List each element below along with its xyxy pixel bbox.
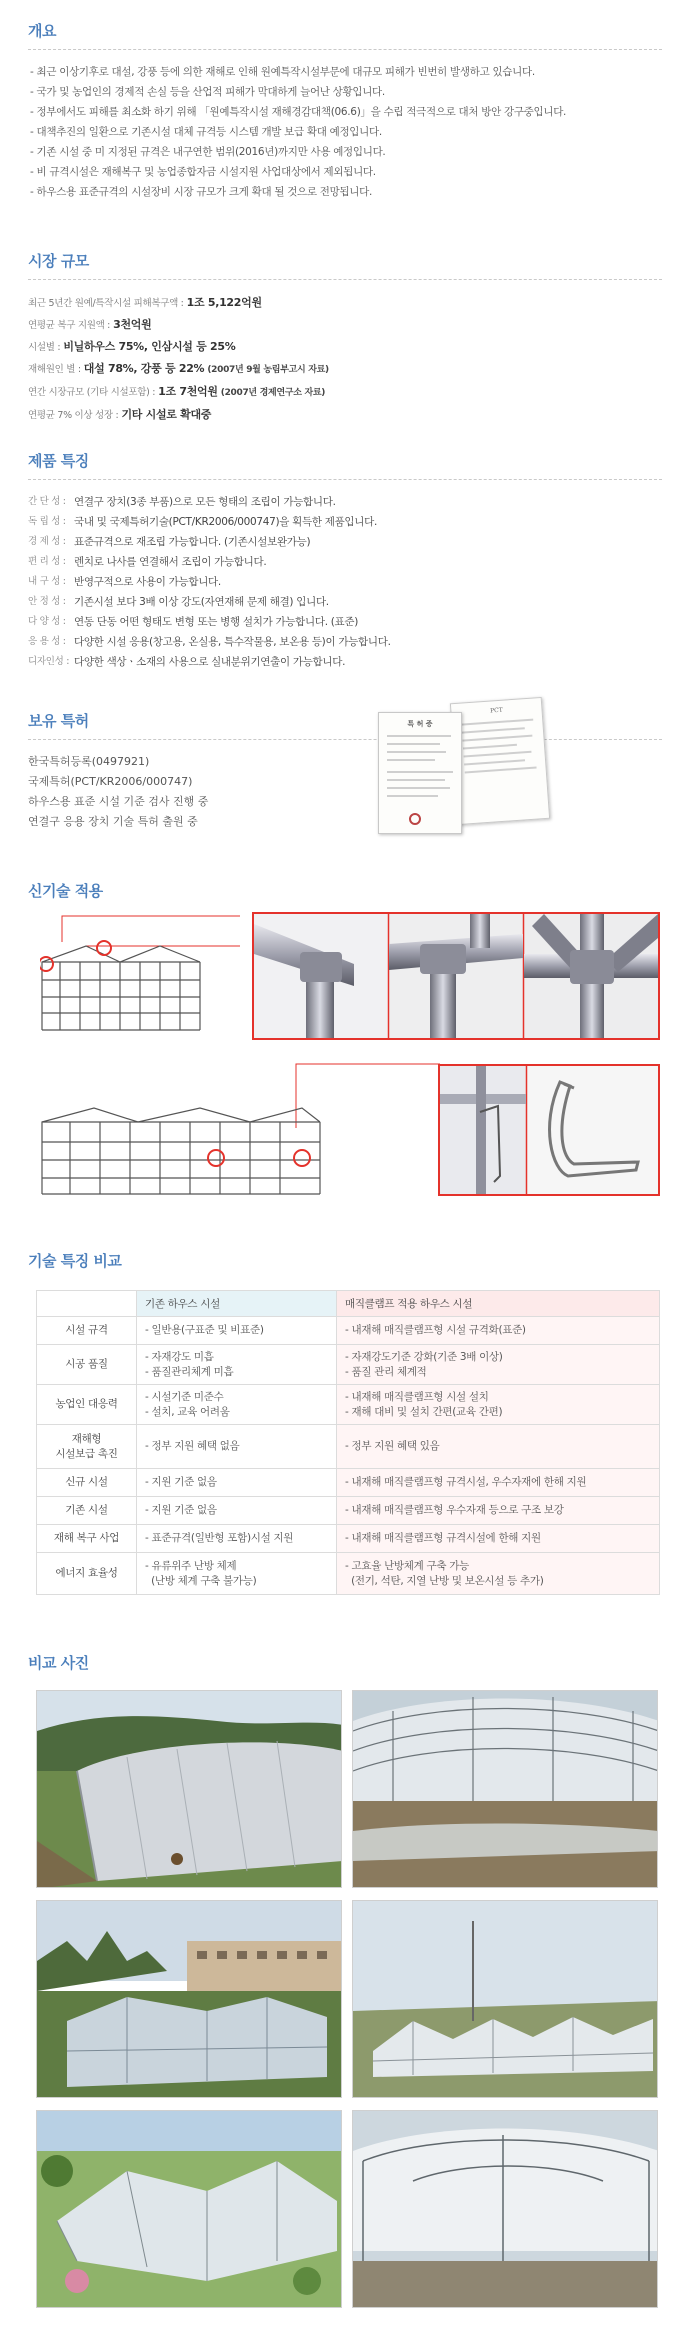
market-row: 연평균 복구 지원액 : 3천억원 <box>28 318 152 331</box>
list-item: - 국가 및 농업인의 경제적 손실 등을 산업적 피해가 막대하게 늘어난 상황입니다. <box>30 86 385 98</box>
list-item: - 하우스용 표준규격의 시설장비 시장 규모가 크게 확대 될 것으로 전망됩니다. <box>30 186 373 198</box>
overview-title: 개요 <box>28 20 662 50</box>
joint-photo-strip <box>252 912 660 1040</box>
table-header-row <box>37 1291 660 1317</box>
market-row: 연간 시장규모 (기타 시설포함) : 1조 7천억원 (2007년 경제연구소 자료) <box>28 385 326 398</box>
feature-row: 디자인성 : 다양한 색상ㆍ소재의 사용으로 실내분위기연출이 가능합니다. <box>28 656 346 668</box>
table-row: 농업인 대응력 - 시설기준 미준수 - 설치, 교육 어려움 - 내재해 매직클램프형 시설 설치 - 재해 대비 및 설치 간편(교육 간편) <box>37 1385 660 1425</box>
patent-certificate-image: 특 허 증 <box>378 712 462 834</box>
feature-row: 독 립 성 : 국내 및 국제특허기술(PCT/KR2006/000747)을 획득한 제품입니다. <box>28 516 377 528</box>
list-item: - 대책추진의 일환으로 기존시설 대체 규격등 시스템 개발 보급 확대 예정입니다. <box>30 126 382 138</box>
new-tech-title: 신기술 적용 <box>28 882 103 900</box>
table-header-old: 기존 하우스 시설 <box>137 1291 337 1317</box>
patent-item: 한국특허등록(0497921) <box>28 755 150 768</box>
feature-row: 안 정 성 : 기존시설 보다 3배 이상 강도(자연재해 문제 해결) 입니다. <box>28 596 329 608</box>
table-row: 시설 규격 - 일반용(구표준 및 비표준) - 내재해 매직클램프형 시설 규격화(표준) <box>37 1317 660 1345</box>
comparison-table-wrap <box>36 1290 660 1595</box>
market-row: 시설별 : 비닐하우스 75%, 인삼시설 등 25% <box>28 340 236 353</box>
market-row: 최근 5년간 원예/특작시설 피해복구액 : 1조 5,122억원 <box>28 296 262 309</box>
patents-section <box>28 710 662 832</box>
connector-line <box>62 916 240 942</box>
features-title: 제품 특징 <box>28 450 662 480</box>
comparison-title: 기술 특징 비교 <box>28 1252 122 1270</box>
market-title: 시장 규모 <box>28 250 662 280</box>
patents-title: 보유 특허 <box>28 710 662 740</box>
feature-row: 간 단 성 : 연결구 장치(3종 부품)으로 모든 형태의 조립이 가능합니다. <box>28 496 336 508</box>
overview-section <box>28 20 662 202</box>
features-section <box>28 450 662 672</box>
feature-row: 내 구 성 : 반영구적으로 사용이 가능합니다. <box>28 576 221 588</box>
table-row: 신규 시설 - 지원 기준 없음 - 내재해 매직클램프형 규격시설, 우수자재에 한해 지원 <box>37 1469 660 1497</box>
table-row: 재해 복구 사업 - 표준규격(일반형 포함)시설 지원 - 내재해 매직클램프형 규격시설에 한해 지원 <box>37 1525 660 1553</box>
list-item: - 기존 시설 중 미 지정된 규격은 내구연한 범위(2016년)까지만 사용 예정입니다. <box>30 146 386 158</box>
highlight-circle <box>208 1150 224 1166</box>
comparison-section <box>28 1250 662 1287</box>
comparison-table <box>36 1290 660 1595</box>
highlight-circle <box>294 1150 310 1166</box>
connector-line <box>296 1064 440 1128</box>
list-item: - 정부에서도 피해를 최소화 하기 위해 「원예특작시설 재해경감대책(06.6)」을 수립 적극적으로 대처 방안 강구중입니다. <box>30 106 567 118</box>
photo-new-greenhouse-2 <box>352 1900 658 2098</box>
feature-row: 응 용 성 : 다양한 시설 응용(창고용, 온실용, 특수작물용, 보온용 등)이 가능합니다. <box>28 636 391 648</box>
table-row: 재해형 시설보급 촉진 - 정부 지원 혜택 없음 - 정부 지원 혜택 있음 <box>37 1425 660 1469</box>
feature-row: 경 제 성 : 표준규격으로 재조립 가능합니다. (기존시설보완가능) <box>28 536 311 548</box>
table-row: 시공 품질 - 자재강도 미흡 - 품질관리체계 미흡 - 자재강도기준 강화(기준 3배 이상) - 품질 관리 체계적 <box>37 1345 660 1385</box>
clamp-photo-strip <box>438 1064 660 1196</box>
greenhouse-frame <box>42 946 200 1030</box>
highlight-circle <box>97 941 111 955</box>
market-row: 연평균 7% 이상 성장 : 기타 시설로 확대중 <box>28 408 212 421</box>
feature-row: 다 양 성 : 연동 단동 어떤 형태도 변형 또는 병행 설치가 가능합니다. (표준) <box>28 616 359 628</box>
photo-rendering <box>36 2110 342 2308</box>
list-item: - 비 규격시설은 재해복구 및 농업종합자금 시설지원 사업대상에서 제외됩니다. <box>30 166 376 178</box>
list-item: - 최근 이상기후로 대설, 강풍 등에 의한 재해로 인해 원예특작시설부문에 대규모 피해가 빈번히 발생하고 있습니다. <box>30 66 535 78</box>
overview-list <box>28 62 662 202</box>
table-row: 에너지 효율성 - 유류위주 난방 체제 (난방 체계 구축 불가능) - 고효율 난방체계 구축 가능 (전기, 석탄, 지열 난방 및 보온시설 등 추가) <box>37 1553 660 1595</box>
patent-item: 연결구 응용 장치 기술 특허 출원 중 <box>28 815 198 828</box>
feature-row: 편 리 성 : 렌치로 나사를 연결해서 조립이 가능합니다. <box>28 556 267 568</box>
market-section <box>28 250 662 426</box>
photo-old-greenhouse-1 <box>36 1690 342 1888</box>
patent-item: 국제특허(PCT/KR2006/000747) <box>28 775 193 788</box>
pct-certificate-image: PCT <box>450 697 550 825</box>
table-header-new: 매직클램프 적용 하우스 시설 <box>337 1291 660 1317</box>
market-row: 재해원인 별 : 대설 78%, 강풍 등 22% (2007년 9월 농림부고시 자료) <box>28 362 329 375</box>
seal-icon <box>409 813 421 825</box>
greenhouse-frame <box>42 1108 320 1194</box>
table-header-blank <box>37 1291 137 1317</box>
photo-new-greenhouse-1 <box>352 1690 658 1888</box>
photo-new-greenhouse-3 <box>352 2110 658 2308</box>
patent-item: 하우스용 표준 시설 기준 검사 진행 중 <box>28 795 209 808</box>
photos-title: 비교 사진 <box>28 1654 89 1672</box>
table-row: 기존 시설 - 지원 기준 없음 - 내재해 매직클램프형 우수자재 등으로 구조 보강 <box>37 1497 660 1525</box>
photo-old-greenhouse-2 <box>36 1900 342 2098</box>
photos-section <box>28 1652 662 1693</box>
